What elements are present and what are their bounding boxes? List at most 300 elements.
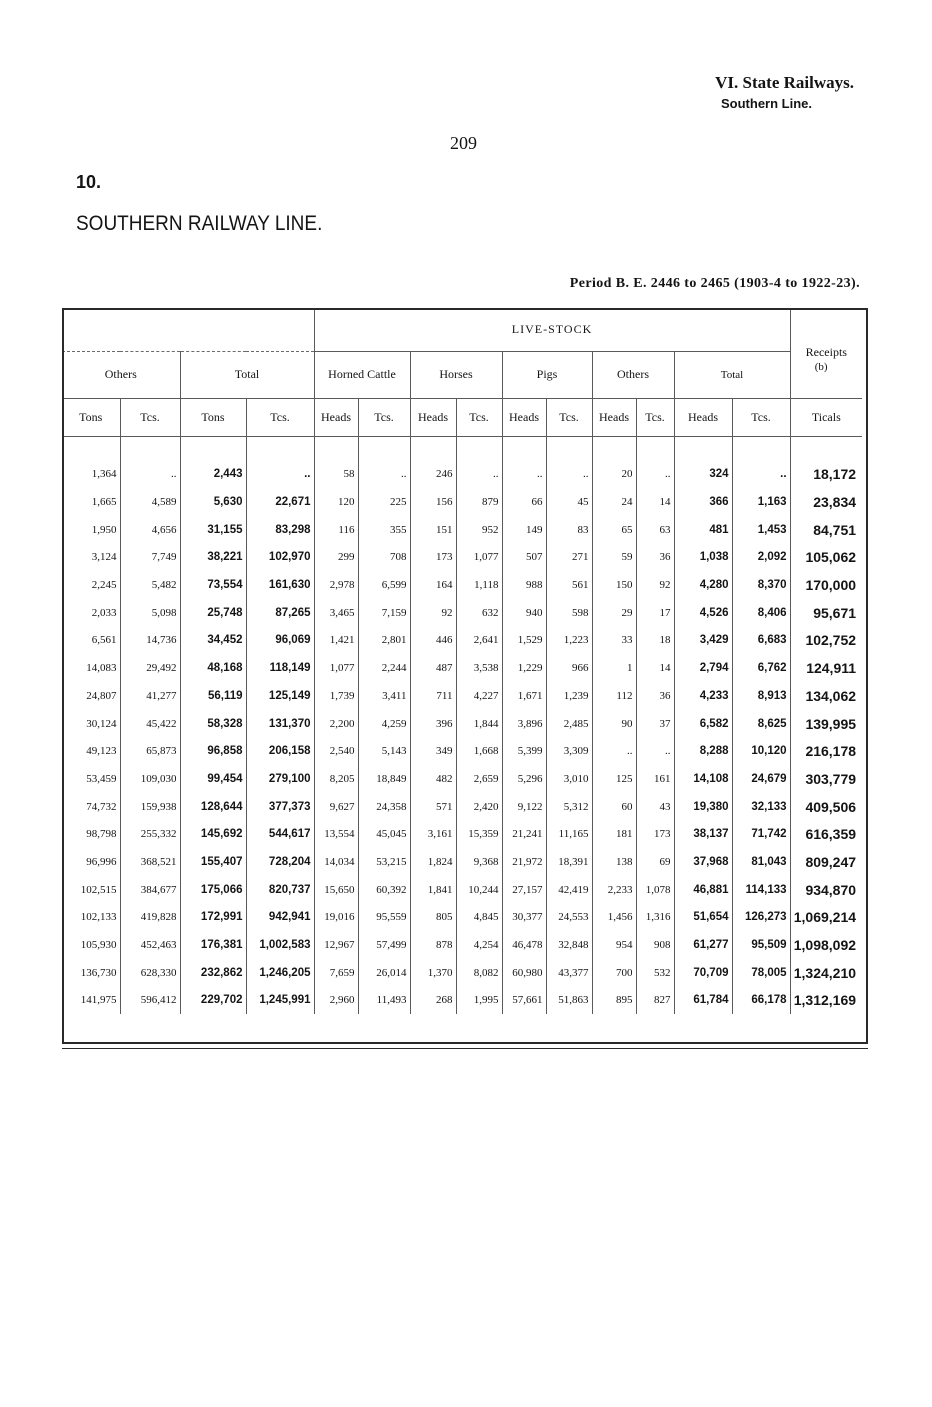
- table-cell: 2,960: [314, 987, 358, 1015]
- table-cell: 2,245: [91, 579, 117, 592]
- table-cell: 53,459: [86, 772, 117, 785]
- table-cell: 24,358: [358, 793, 410, 821]
- table-cell: 125: [592, 765, 636, 793]
- unit-header: Heads: [592, 398, 636, 436]
- table-cell: 125,149: [246, 682, 314, 710]
- table-cell: 1,668: [456, 737, 502, 765]
- table-cell: 1,421: [314, 627, 358, 655]
- table-cell: 9,368: [456, 848, 502, 876]
- table-cell: 6,561: [91, 634, 117, 647]
- table-cell: 98,798: [86, 828, 117, 841]
- table-cell: 102,133: [80, 911, 117, 924]
- table-cell: 1,163: [732, 488, 790, 516]
- table-cell: 1,844: [456, 710, 502, 738]
- table-cell: 173: [410, 544, 456, 572]
- table-cell: 14: [636, 654, 674, 682]
- pigs-header: Pigs: [502, 351, 592, 398]
- table-cell: 112: [592, 682, 636, 710]
- table-cell: 19,380: [674, 793, 732, 821]
- table-cell: 96,996: [86, 855, 117, 868]
- table-cell: 6,762: [732, 654, 790, 682]
- table-cell: 1,995: [456, 987, 502, 1015]
- table-cell: 1,078: [636, 876, 674, 904]
- table-cell: 18,391: [546, 848, 592, 876]
- table-frame: [62, 308, 868, 1044]
- table-cell: 299: [314, 544, 358, 572]
- table-cell: 246: [410, 461, 456, 489]
- table-cell: 827: [636, 987, 674, 1015]
- table-cell: 5,312: [546, 793, 592, 821]
- table-cell: 37: [636, 710, 674, 738]
- table-cell: 95,509: [732, 931, 790, 959]
- table-bottom-rule: [62, 1048, 868, 1049]
- table-cell: 11,493: [358, 987, 410, 1015]
- table-cell: 126,273: [732, 904, 790, 932]
- table-cell: 232,862: [180, 959, 246, 987]
- table-cell: 26,014: [358, 959, 410, 987]
- table-cell: 711: [410, 682, 456, 710]
- table-cell: 124,911: [790, 654, 862, 682]
- table-cell: 83: [546, 516, 592, 544]
- table-cell: 61,784: [674, 987, 732, 1015]
- table-cell: 446: [410, 627, 456, 655]
- table-cell: 37,968: [674, 848, 732, 876]
- table-cell: 19,016: [314, 904, 358, 932]
- table-cell: 1,671: [502, 682, 546, 710]
- table-cell: 13,554: [314, 820, 358, 848]
- table-cell: 3,309: [546, 737, 592, 765]
- table-cell: 87,265: [246, 599, 314, 627]
- others-livestock-header: Others: [592, 351, 674, 398]
- table-cell: 57,661: [502, 987, 546, 1015]
- table-cell: 99,454: [180, 765, 246, 793]
- table-cell: 14,083: [86, 662, 117, 675]
- table-cell: 4,526: [674, 599, 732, 627]
- table-cell: 2,233: [592, 876, 636, 904]
- table-cell: 43,377: [546, 959, 592, 987]
- table-cell: 1,245,991: [246, 987, 314, 1015]
- total-header: Total: [180, 351, 314, 398]
- table-cell: 43: [636, 793, 674, 821]
- table-cell: 175,066: [180, 876, 246, 904]
- table-cell: 14,108: [674, 765, 732, 793]
- table-cell: 942,941: [246, 904, 314, 932]
- table-cell: 95,559: [358, 904, 410, 932]
- table-cell: 59: [592, 544, 636, 572]
- table-cell: 3,161: [410, 820, 456, 848]
- table-cell: 65: [592, 516, 636, 544]
- unit-header: Tons: [62, 398, 120, 436]
- period-caption: Period B. E. 2446 to 2465 (1903-4 to 1922-23).: [569, 276, 860, 291]
- table-cell: 3,124: [91, 551, 117, 564]
- table-cell: 366: [674, 488, 732, 516]
- table-cell: 53,215: [358, 848, 410, 876]
- table-cell: 3,896: [502, 710, 546, 738]
- table-cell: 507: [502, 544, 546, 572]
- table-cell: 25,748: [180, 599, 246, 627]
- unit-header: Tcs.: [546, 398, 592, 436]
- table-cell: 1,316: [636, 904, 674, 932]
- table-cell: 24,807: [86, 689, 117, 702]
- table-cell: 952: [456, 516, 502, 544]
- table-cell: 8,288: [674, 737, 732, 765]
- table-cell: ..: [636, 737, 674, 765]
- table-cell: 1,824: [410, 848, 456, 876]
- table-cell: 33: [592, 627, 636, 655]
- table-cell: 2,801: [358, 627, 410, 655]
- table-cell: 5,098: [120, 599, 180, 627]
- table-cell: ..: [546, 461, 592, 489]
- table-cell: 1,456: [592, 904, 636, 932]
- table-cell: 5,143: [358, 737, 410, 765]
- table-cell: 10,244: [456, 876, 502, 904]
- table-cell: 879: [456, 488, 502, 516]
- table-cell: 139,995: [790, 710, 862, 738]
- table-cell: 8,913: [732, 682, 790, 710]
- table-cell: 2,659: [456, 765, 502, 793]
- table-cell: ..: [502, 461, 546, 489]
- table-cell: 181: [592, 820, 636, 848]
- table-cell: 3,538: [456, 654, 502, 682]
- table-cell: 225: [358, 488, 410, 516]
- table-cell: 66,178: [732, 987, 790, 1015]
- table-cell: 71,742: [732, 820, 790, 848]
- table-cell: 120: [314, 488, 358, 516]
- table-cell: 616,359: [790, 820, 862, 848]
- table-cell: 5,482: [120, 571, 180, 599]
- table-cell: 268: [410, 987, 456, 1015]
- table-cell: 700: [592, 959, 636, 987]
- table-cell: 377,373: [246, 793, 314, 821]
- table-cell: 36: [636, 544, 674, 572]
- table-cell: 136,730: [80, 966, 117, 979]
- table-cell: 2,200: [314, 710, 358, 738]
- table-cell: 102,515: [80, 883, 117, 896]
- table-cell: 170,000: [790, 571, 862, 599]
- table-cell: 20: [592, 461, 636, 489]
- page-number: 209: [450, 133, 477, 153]
- table-cell: 45: [546, 488, 592, 516]
- unit-header: Tcs.: [246, 398, 314, 436]
- table-cell: 29,492: [120, 654, 180, 682]
- table-cell: 561: [546, 571, 592, 599]
- table-cell: 151: [410, 516, 456, 544]
- note-b-label: (b): [814, 360, 828, 373]
- table-cell: 1,223: [546, 627, 592, 655]
- table-cell: 95,671: [790, 599, 862, 627]
- table-cell: 1,038: [674, 544, 732, 572]
- table-cell: 24,553: [546, 904, 592, 932]
- table-cell: ..: [120, 461, 180, 489]
- table-cell: 10,120: [732, 737, 790, 765]
- table-cell: 96,069: [246, 627, 314, 655]
- table-cell: 1,364: [91, 468, 117, 481]
- table-cell: 45,045: [358, 820, 410, 848]
- table-cell: 69: [636, 848, 674, 876]
- section-subtitle: Southern Line.: [721, 96, 812, 111]
- table-cell: 45,422: [120, 710, 180, 738]
- table-cell: 92: [636, 571, 674, 599]
- receipts-header: Receipts: [790, 308, 862, 398]
- table-cell: 1,069,214: [790, 904, 862, 932]
- table-cell: 4,259: [358, 710, 410, 738]
- unit-header: Tcs.: [636, 398, 674, 436]
- unit-header: Tcs.: [456, 398, 502, 436]
- table-cell: 65,873: [120, 737, 180, 765]
- table-cell: 21,972: [502, 848, 546, 876]
- table-cell: 2,540: [314, 737, 358, 765]
- table-cell: 9,122: [502, 793, 546, 821]
- table-cell: 324: [674, 461, 732, 489]
- table-cell: 172,991: [180, 904, 246, 932]
- table-cell: 63: [636, 516, 674, 544]
- total-livestock-label: Total: [720, 369, 744, 381]
- table-cell: 255,332: [120, 820, 180, 848]
- table-cell: 1,077: [456, 544, 502, 572]
- table-cell: 368,521: [120, 848, 180, 876]
- table-cell: 419,828: [120, 904, 180, 932]
- table-cell: 895: [592, 987, 636, 1015]
- table-cell: 60: [592, 793, 636, 821]
- table-cell: 4,254: [456, 931, 502, 959]
- table-cell: 2,420: [456, 793, 502, 821]
- table-cell: 145,692: [180, 820, 246, 848]
- table-cell: 1,324,210: [790, 959, 862, 987]
- table-cell: 8,205: [314, 765, 358, 793]
- table-cell: 21,241: [502, 820, 546, 848]
- table-cell: 6,599: [358, 571, 410, 599]
- table-cell: 27,157: [502, 876, 546, 904]
- table-cell: 708: [358, 544, 410, 572]
- table-cell: 3,465: [314, 599, 358, 627]
- table-cell: 481: [674, 516, 732, 544]
- table-cell: 216,178: [790, 737, 862, 765]
- table-cell: 954: [592, 931, 636, 959]
- table-cell: 2,033: [91, 606, 117, 619]
- statistics-table: [62, 308, 868, 1044]
- horned-cattle-header: Horned Cattle: [314, 351, 410, 398]
- table-cell: 81,043: [732, 848, 790, 876]
- table-cell: 4,227: [456, 682, 502, 710]
- unit-header: Ticals: [790, 398, 862, 436]
- table-cell: 628,330: [120, 959, 180, 987]
- table-cell: 4,589: [120, 488, 180, 516]
- table-cell: 3,429: [674, 627, 732, 655]
- table-cell: 1,453: [732, 516, 790, 544]
- table-cell: 138: [592, 848, 636, 876]
- table-cell: 571: [410, 793, 456, 821]
- table-cell: 15,359: [456, 820, 502, 848]
- table-cell: ..: [732, 461, 790, 489]
- table-cell: 728,204: [246, 848, 314, 876]
- unit-header: Tons: [180, 398, 246, 436]
- table-cell: 6,582: [674, 710, 732, 738]
- table-cell: ..: [246, 461, 314, 489]
- table-cell: 544,617: [246, 820, 314, 848]
- table-cell: 8,406: [732, 599, 790, 627]
- table-cell: 23,834: [790, 488, 862, 516]
- table-cell: 38,137: [674, 820, 732, 848]
- table-cell: 279,100: [246, 765, 314, 793]
- table-cell: 934,870: [790, 876, 862, 904]
- table-cell: 173: [636, 820, 674, 848]
- table-cell: 128,644: [180, 793, 246, 821]
- table-cell: 84,751: [790, 516, 862, 544]
- table-cell: 8,625: [732, 710, 790, 738]
- table-cell: 2,794: [674, 654, 732, 682]
- table-cell: 2,641: [456, 627, 502, 655]
- table-cell: 149: [502, 516, 546, 544]
- table-cell: 632: [456, 599, 502, 627]
- table-cell: 141,975: [80, 994, 117, 1007]
- table-cell: 83,298: [246, 516, 314, 544]
- table-cell: 4,656: [120, 516, 180, 544]
- table-cell: 61,277: [674, 931, 732, 959]
- table-cell: 5,296: [502, 765, 546, 793]
- table-cell: 2,244: [358, 654, 410, 682]
- table-cell: 878: [410, 931, 456, 959]
- table-cell: 9,627: [314, 793, 358, 821]
- table-cell: 482: [410, 765, 456, 793]
- horses-header: Horses: [410, 351, 502, 398]
- table-cell: 940: [502, 599, 546, 627]
- table-cell: 3,010: [546, 765, 592, 793]
- table-cell: ..: [358, 461, 410, 489]
- table-cell: 32,133: [732, 793, 790, 821]
- table-cell: 34,452: [180, 627, 246, 655]
- table-cell: 596,412: [120, 987, 180, 1015]
- table-cell: 51,654: [674, 904, 732, 932]
- table-cell: 161,630: [246, 571, 314, 599]
- table-cell: 966: [546, 654, 592, 682]
- table-cell: 159,938: [120, 793, 180, 821]
- table-cell: 18,849: [358, 765, 410, 793]
- table-cell: 1,370: [410, 959, 456, 987]
- table-cell: 1,950: [91, 523, 117, 536]
- table-cell: 73,554: [180, 571, 246, 599]
- table-cell: 7,659: [314, 959, 358, 987]
- table-cell: 46,881: [674, 876, 732, 904]
- table-cell: 487: [410, 654, 456, 682]
- table-cell: 2,978: [314, 571, 358, 599]
- table-cell: 116: [314, 516, 358, 544]
- table-cell: 2,485: [546, 710, 592, 738]
- table-cell: 3,411: [358, 682, 410, 710]
- others-header: Others: [62, 351, 180, 398]
- table-cell: 18,172: [790, 461, 862, 489]
- table-cell: 42,419: [546, 876, 592, 904]
- table-number: 10.: [76, 172, 102, 192]
- unit-header: Heads: [410, 398, 456, 436]
- table-cell: 176,381: [180, 931, 246, 959]
- table-cell: 41,277: [120, 682, 180, 710]
- table-cell: 7,749: [120, 544, 180, 572]
- table-cell: 164: [410, 571, 456, 599]
- table-cell: 355: [358, 516, 410, 544]
- table-cell: 24: [592, 488, 636, 516]
- table-cell: 1,002,583: [246, 931, 314, 959]
- table-cell: 24,679: [732, 765, 790, 793]
- table-cell: 114,133: [732, 876, 790, 904]
- table-cell: 229,702: [180, 987, 246, 1015]
- table-cell: 78,005: [732, 959, 790, 987]
- table-cell: 30,124: [86, 717, 117, 730]
- table-cell: 4,233: [674, 682, 732, 710]
- table-cell: 60,980: [502, 959, 546, 987]
- table-cell: 49,123: [86, 745, 117, 758]
- unit-header: Heads: [674, 398, 732, 436]
- table-cell: 271: [546, 544, 592, 572]
- table-cell: 105,930: [80, 939, 117, 952]
- table-cell: 2,092: [732, 544, 790, 572]
- table-cell: 156: [410, 488, 456, 516]
- unit-header: Tcs.: [732, 398, 790, 436]
- table-cell: 805: [410, 904, 456, 932]
- unit-header: Tcs.: [120, 398, 180, 436]
- table-cell: 532: [636, 959, 674, 987]
- table-cell: 8,082: [456, 959, 502, 987]
- live-stock-header: LIVE-STOCK: [314, 308, 790, 351]
- table-cell: 1,312,169: [790, 987, 862, 1015]
- unit-header: Heads: [502, 398, 546, 436]
- table-cell: 60,392: [358, 876, 410, 904]
- table-cell: 70,709: [674, 959, 732, 987]
- table-cell: 4,845: [456, 904, 502, 932]
- table-cell: 56,119: [180, 682, 246, 710]
- table-cell: 38,221: [180, 544, 246, 572]
- table-cell: 109,030: [120, 765, 180, 793]
- table-cell: 14,034: [314, 848, 358, 876]
- table-cell: 303,779: [790, 765, 862, 793]
- table-cell: 820,737: [246, 876, 314, 904]
- table-cell: 118,149: [246, 654, 314, 682]
- table-cell: 31,155: [180, 516, 246, 544]
- table-cell: 58: [314, 461, 358, 489]
- table-cell: 131,370: [246, 710, 314, 738]
- table-cell: 6,683: [732, 627, 790, 655]
- table-cell: 5,630: [180, 488, 246, 516]
- table-cell: 155,407: [180, 848, 246, 876]
- table-cell: 908: [636, 931, 674, 959]
- table-cell: 5,399: [502, 737, 546, 765]
- table-cell: 32,848: [546, 931, 592, 959]
- table-cell: 14: [636, 488, 674, 516]
- table-cell: 29: [592, 599, 636, 627]
- table-cell: 349: [410, 737, 456, 765]
- table-cell: 1,739: [314, 682, 358, 710]
- table-cell: 161: [636, 765, 674, 793]
- table-cell: 48,168: [180, 654, 246, 682]
- table-cell: 134,062: [790, 682, 862, 710]
- table-cell: 30,377: [502, 904, 546, 932]
- table-cell: 11,165: [546, 820, 592, 848]
- table-cell: 96,858: [180, 737, 246, 765]
- table-cell: 102,970: [246, 544, 314, 572]
- table-cell: 1,665: [91, 496, 117, 509]
- table-cell: 102,752: [790, 627, 862, 655]
- table-cell: 14,736: [120, 627, 180, 655]
- line-title: SOUTHERN RAILWAY LINE.: [76, 212, 323, 236]
- table-cell: 92: [410, 599, 456, 627]
- table-cell: 809,247: [790, 848, 862, 876]
- table-cell: 22,671: [246, 488, 314, 516]
- table-cell: 150: [592, 571, 636, 599]
- table-cell: 90: [592, 710, 636, 738]
- table-cell: 1,077: [314, 654, 358, 682]
- table-cell: 66: [502, 488, 546, 516]
- table-cell: 396: [410, 710, 456, 738]
- table-cell: 1,239: [546, 682, 592, 710]
